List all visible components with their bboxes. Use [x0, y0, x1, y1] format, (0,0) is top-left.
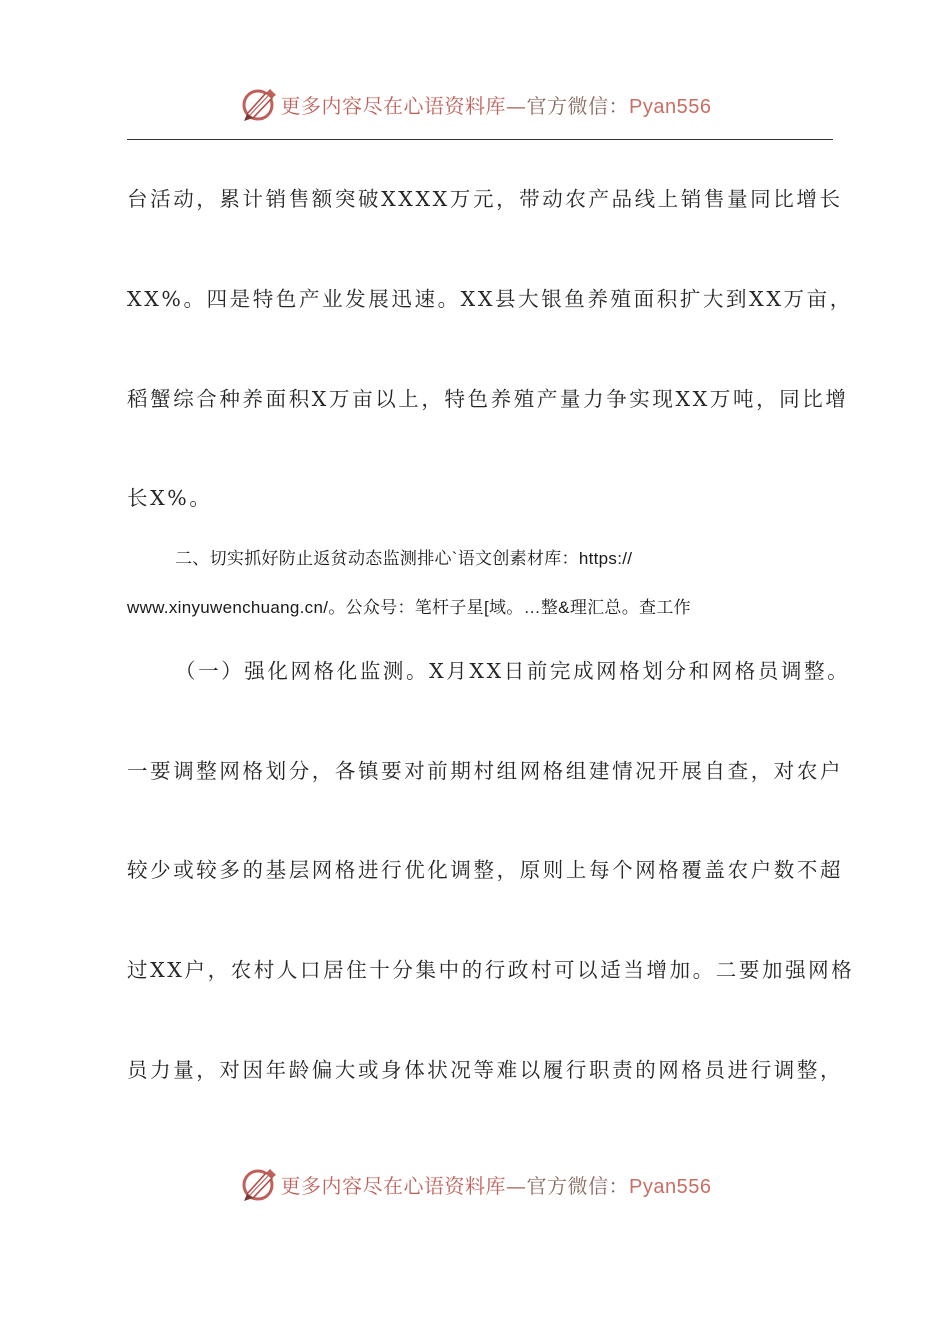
header-brand-text: 更多内容尽在心语资料库: [280, 93, 507, 118]
body-line: 员力量，对因年龄偏大或身体状况等难以履行职责的网格员进行调整，: [127, 1058, 844, 1082]
pen-logo-icon: [239, 84, 279, 124]
header-banner: [0, 82, 950, 126]
header-divider: [127, 139, 833, 140]
footer-wechat-id: Pyan556: [629, 1175, 712, 1198]
footer-wechat-label: 官方微信：: [526, 1173, 630, 1198]
header-wechat-label: 官方微信：: [526, 93, 630, 118]
header-separator: —: [506, 93, 527, 118]
footer-banner: [0, 1162, 950, 1206]
body-line: 较少或较多的基层网格进行优化调整，原则上每个网格覆盖农户数不超: [127, 858, 844, 882]
section-heading: 二、切实抓好防止返贫动态监测排心`语文创素材库：https://: [175, 549, 633, 568]
footer-separator: —: [506, 1173, 527, 1198]
subsection-heading: （一）强化网格化监测。X月XX日前完成网格划分和网格员调整。: [175, 659, 851, 683]
body-line: www.xinyuwenchuang.cn/。公众号：笔杆子星[域。…整&理汇总。查工作: [127, 598, 691, 617]
body-line: 一要调整网格划分，各镇要对前期村组网格组建情况开展自查，对农户: [127, 759, 844, 783]
body-line: 过XX户，农村人口居住十分集中的行政村可以适当增加。二要加强网格: [127, 958, 855, 982]
pen-logo-icon: [239, 1164, 279, 1204]
body-line: 台活动，累计销售额突破XXXX万元，带动农产品线上销售量同比增长: [127, 187, 843, 211]
body-line: XX%。四是特色产业发展迅速。XX县大银鱼养殖面积扩大到XX万亩，: [127, 287, 853, 311]
body-line: 长X%。: [127, 486, 213, 510]
footer-brand-text: 更多内容尽在心语资料库: [280, 1173, 507, 1198]
body-line: 稻蟹综合种养面积X万亩以上，特色养殖产量力争实现XX万吨，同比增: [127, 387, 849, 411]
header-wechat-id: Pyan556: [629, 95, 712, 118]
